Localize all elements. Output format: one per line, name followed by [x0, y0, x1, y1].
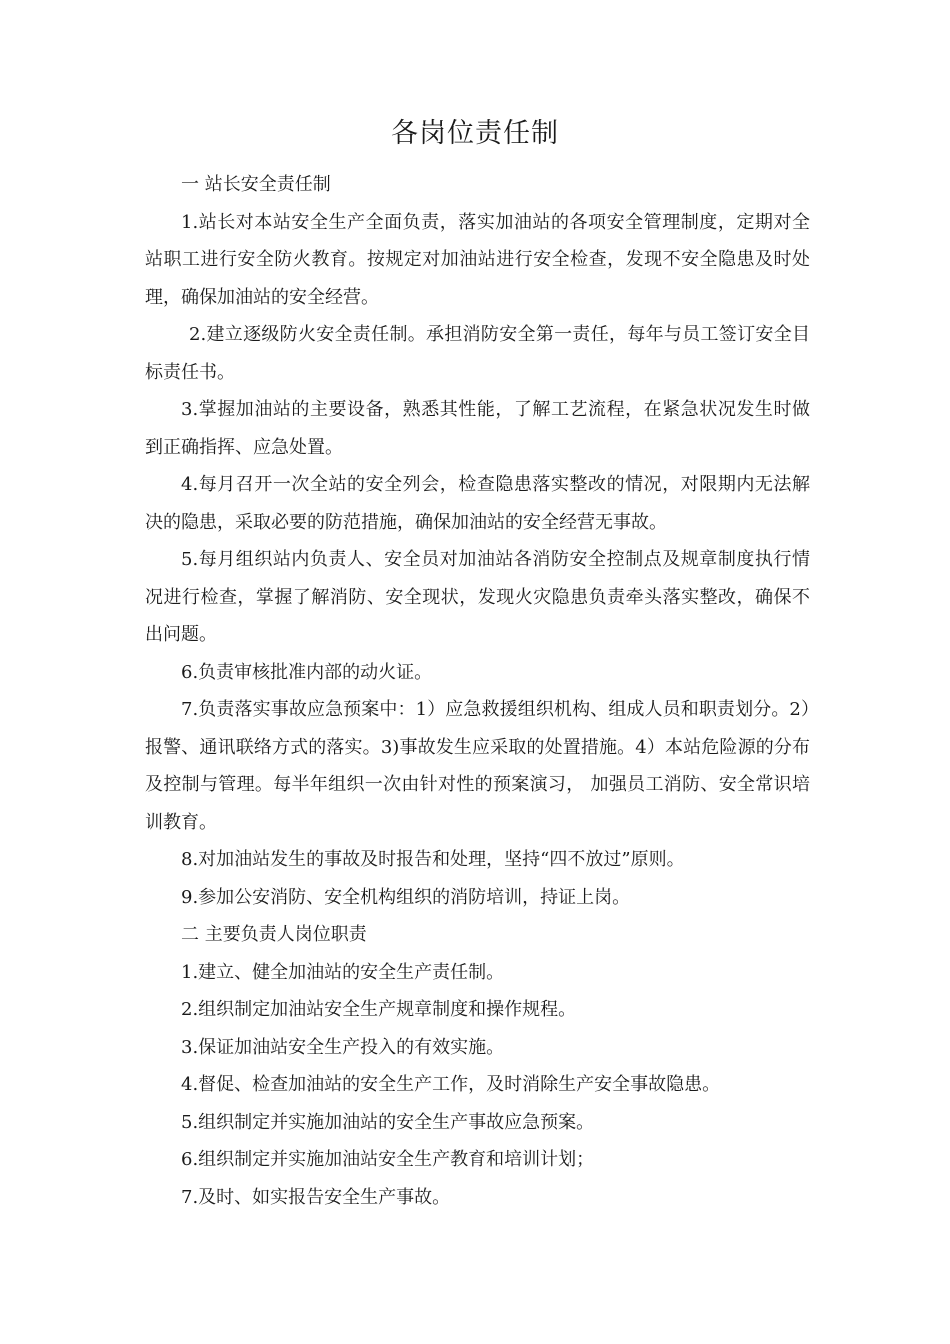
- paragraph: 5.组织制定并实施加油站的安全生产事故应急预案。: [181, 1111, 595, 1133]
- paragraph: 6.组织制定并实施加油站安全生产教育和培训计划；: [181, 1149, 595, 1170]
- paragraph: 6.负责审核批准内部的动火证。: [181, 661, 433, 683]
- paragraph: 3.保证加油站安全生产投入的有效实施。: [181, 1036, 505, 1058]
- document-body: [145, 166, 810, 1216]
- section-heading: 一 站长安全责任制: [181, 174, 331, 195]
- paragraph: 4.督促、检查加油站的安全生产工作，及时消除生产安全事故隐患。: [181, 1074, 721, 1095]
- paragraph: 1.建立、健全加油站的安全生产责任制。: [181, 961, 505, 983]
- paragraph: 3.掌握加油站的主要设备，熟悉其性能，了解工艺流程，在紧急状况发生时做到正确指挥、应急处置。: [145, 399, 810, 458]
- document-title: 各岗位责任制: [391, 118, 559, 149]
- paragraph: 2.组织制定加油站安全生产规章制度和操作规程。: [181, 999, 577, 1020]
- paragraph: 8.对加油站发生的事故及时报告和处理，坚持“四不放过”原则。: [181, 849, 685, 870]
- paragraph: 2.建立逐级防火安全责任制。承担消防安全第一责任，每年与员工签订安全目标责任书。: [145, 324, 810, 383]
- paragraph: 5.每月组织站内负责人、安全员对加油站各消防安全控制点及规章制度执行情况进行检查，掌握了解消防、安全现状，发现火灾隐患负责牵头落实整改，确保不出问题。: [145, 549, 810, 645]
- paragraph: 9.参加公安消防、安全机构组织的消防培训，持证上岗。: [181, 886, 631, 908]
- paragraph: 4.每月召开一次全站的安全列会，检查隐患落实整改的情况，对限期内无法解决的隐患，采取必要的防范措施，确保加油站的安全经营无事故。: [145, 474, 810, 533]
- paragraph: 7.负责落实事故应急预案中：1）应急救援组织机构、组成人员和职责划分。2）报警、通讯联络方式的落实。3)事故发生应采取的处置措施。4）本站危险源的分布及控制与管理。每半年组织一次由针对性的预案演习， 加强员工消防、安全常识培训教育。: [145, 699, 810, 833]
- paragraph: 1.站长对本站安全生产全面负责，落实加油站的各项安全管理制度，定期对全站职工进行安全防火教育。按规定对加油站进行安全检查，发现不安全隐患及时处理，确保加油站的安全经营。: [145, 211, 810, 308]
- paragraph: 7.及时、如实报告安全生产事故。: [181, 1186, 451, 1208]
- section-heading: 二 主要负责人岗位职责: [181, 924, 367, 945]
